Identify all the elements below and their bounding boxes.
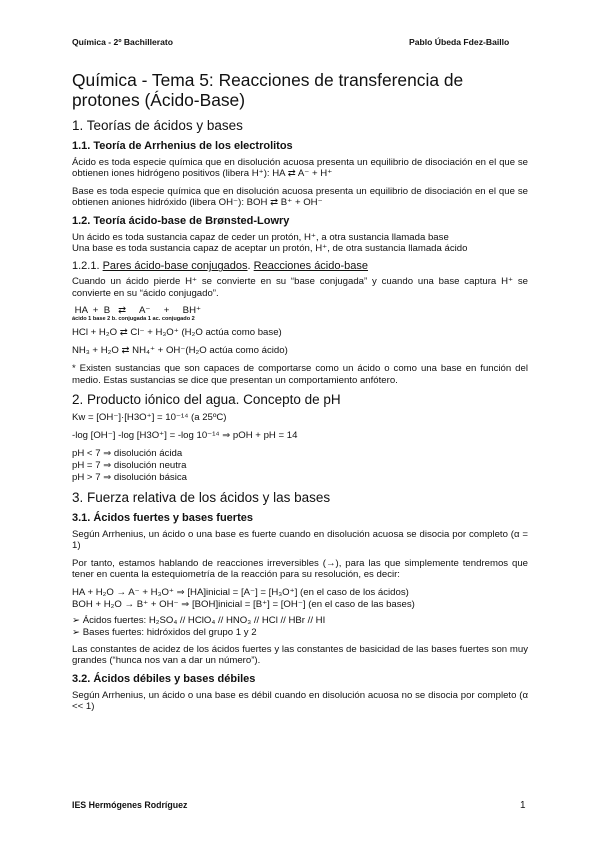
ph-acid-line: pH < 7 ⇒ disolución ácida: [72, 448, 183, 460]
hcl-water-equation: HCl + H₂O ⇄ Cl⁻ + H₃O⁺ (H₂O actúa como base): [72, 327, 282, 339]
section-1-2-1-number: 1.2.1.: [72, 260, 100, 273]
amphoteric-note: * Existen sustancias que son capaces de comportarse como un ácido o como una base en función del medio. Estas sustancias se dice que presentan un comportamiento anfótero.: [72, 363, 528, 386]
section-1-heading: 1. Teorías de ácidos y bases: [72, 118, 243, 133]
heading-conjugate-pairs: Pares ácido-base conjugados: [102, 260, 248, 273]
ph-poh-equation: -log [OH⁻] -log [H3O⁺] = -log 10⁻¹⁴ ⇒ pOH + pH = 14: [72, 430, 298, 442]
weak-definition-paragraph: Según Arrhenius, un ácido o una base es débil cuando en disolución acuosa no se disocia por completo (α << 1): [72, 689, 528, 712]
constants-paragraph: Las constantes de acidez de los ácidos fuertes y las constantes de basicidad de las bases fuertes son muy grandes (“hunca nos van a dar un número”).: [72, 643, 528, 667]
conjugate-equation-labels: ácido 1 base 2 b. conjugada 1 ac. conjugado 2: [72, 316, 195, 323]
footer-page-number: 1: [520, 800, 526, 811]
conjugate-equation: HA + B ⇄ A⁻ + BH⁺: [72, 305, 202, 317]
strong-base-equation: BOH + H₂O → B⁺ + OH⁻ ⇒ [BOH]inicial = [B⁺] = [OH⁻] (en el caso de las bases): [72, 598, 415, 610]
section-3-2-heading: 3.2. Ácidos débiles y bases débiles: [72, 672, 256, 685]
page-content: [72, 66, 528, 718]
nh3-water-equation: NH₃ + H₂O ⇄ NH₄⁺ + OH⁻(H₂O actúa como ácido): [72, 345, 288, 357]
section-1-2-heading: 1.2. Teoría ácido-base de Brønsted-Lowry: [72, 214, 290, 227]
strong-acid-equation: HA + H₂O → A⁻ + H₃O⁺ ⇒ [HA]inicial = [A⁻] = [H₃O⁺] (en el caso de los ácidos): [72, 586, 409, 598]
strong-bases-list: ➢ Bases fuertes: hidróxidos del grupo 1 y 2: [72, 626, 257, 638]
bronsted-acid-paragraph: Un ácido es toda sustancia capaz de ceder un protón, H⁺, a otra sustancia llamada base: [72, 231, 449, 243]
section-3-1-heading: 3.1. Ácidos fuertes y bases fuertes: [72, 512, 253, 525]
header-author: Pablo Úbeda Fdez-Baillo: [409, 37, 510, 47]
header-subject: Química - 2º Bachillerato: [72, 37, 174, 47]
bronsted-base-paragraph: Una base es toda sustancia capaz de aceptar un protón, H⁺, de otra sustancia llamada ácido: [72, 243, 468, 255]
ph-neutral-line: pH = 7 ⇒ disolución neutra: [72, 460, 187, 472]
page-title: Química - Tema 5: Reacciones de transferencia de protones (Ácido-Base): [72, 70, 464, 110]
section-2-heading: 2. Producto iónico del agua. Concepto de pH: [72, 392, 341, 408]
ph-basic-line: pH > 7 ⇒ disolución básica: [72, 472, 187, 484]
heading-acid-base-reactions: Reacciones ácido-base: [253, 260, 369, 273]
strong-definition-paragraph: Según Arrhenius, un ácido o una base es fuerte cuando en disolución acuosa se disocia por completo (α = 1): [72, 529, 528, 552]
irreversible-paragraph: Por tanto, estamos hablando de reacciones irreversibles (→), para las que simplemente tendremos que tener en cuenta la estequiometría de la reacción para su resolución, es decir:: [72, 557, 528, 581]
arrhenius-acid-paragraph: Ácido es toda especie química que en disolución acuosa presenta un equilibrio de disociación en el que se obtienen iones hidrógeno positivos (libera H⁺): HA ⇄ A⁻ + H⁺: [72, 157, 528, 180]
footer-school: IES Hermógenes Rodríguez: [72, 800, 188, 810]
conjugate-pairs-paragraph: Cuando un ácido pierde H⁺ se convierte en su “base conjugada” y cuando una base captura H⁺ se convierte en su “ácido conjugado”.: [72, 276, 528, 299]
section-1-2-1-heading: [72, 260, 528, 273]
strong-acids-list: ➢ Ácidos fuertes: H₂SO₄ // HClO₄ // HNO₃ // HCl // HBr // HI: [72, 614, 326, 626]
section-3-heading: 3. Fuerza relativa de los ácidos y las bases: [72, 490, 331, 506]
arrhenius-base-paragraph: Base es toda especie química que en disolución acuosa presenta un equilibrio de disociación en el que se obtienen aniones hidróxido (libera OH⁻): BOH ⇄ B⁺ + OH⁻: [72, 185, 528, 209]
section-1-1-heading: 1.1. Teoría de Arrhenius de los electrolitos: [72, 140, 293, 152]
kw-equation: Kw = [OH⁻]·[H3O⁺] = 10⁻¹⁴ (a 25ºC): [72, 412, 227, 424]
heading-separator: .: [247, 260, 251, 273]
